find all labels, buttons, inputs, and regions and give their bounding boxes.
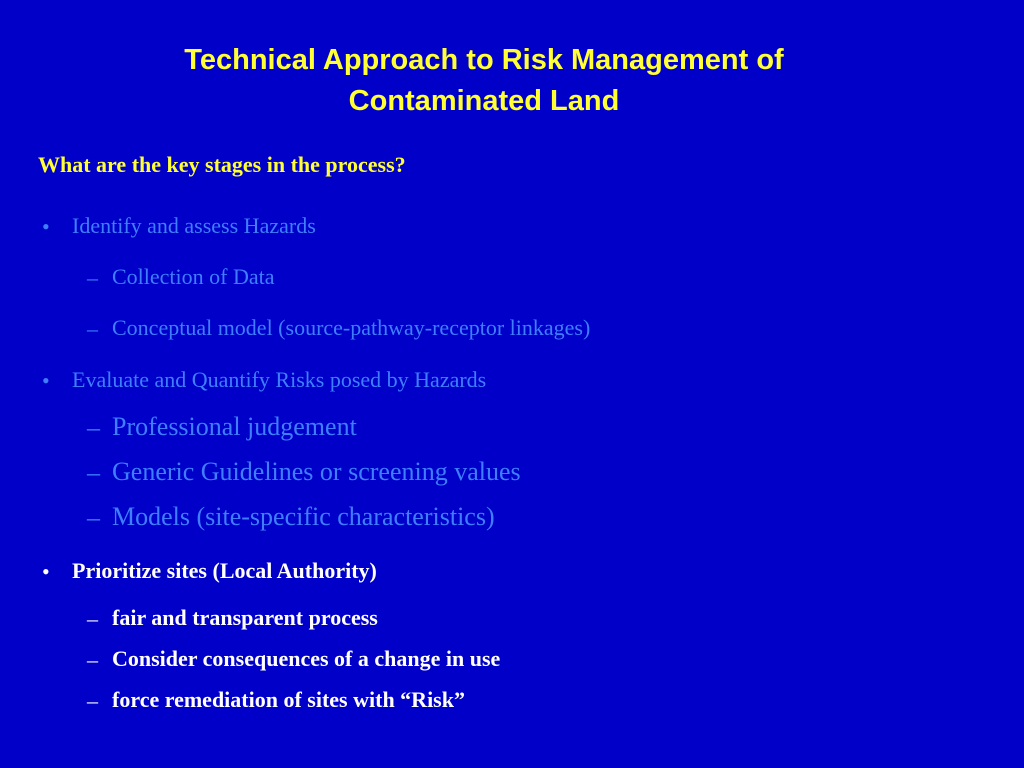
bullet-evaluate-risks: Evaluate and Quantify Risks posed by Hazards	[72, 367, 487, 392]
subitem-professional-judgement: Professional judgement	[112, 412, 357, 441]
bullet-prioritize-sites: Prioritize sites (Local Authority)	[72, 558, 377, 583]
dash-marker: –	[87, 413, 100, 442]
subitem-fair-transparent: fair and transparent process	[112, 605, 378, 630]
dash-marker: –	[87, 688, 98, 713]
dash-marker: –	[87, 606, 98, 631]
bullet-marker: •	[42, 214, 50, 239]
dash-marker: –	[87, 647, 98, 672]
subitem-collection-of-data: Collection of Data	[112, 264, 275, 289]
subitem-conceptual-model: Conceptual model (source-pathway-receptor linkages)	[112, 315, 591, 340]
dash-marker: –	[87, 503, 100, 532]
slide-title	[0, 40, 968, 122]
subitem-consider-consequences: Consider consequences of a change in use	[112, 646, 501, 671]
subitem-force-remediation: force remediation of sites with “Risk”	[112, 687, 465, 712]
subitem-models: Models (site-specific characteristics)	[112, 502, 495, 531]
bullet-marker: •	[42, 368, 50, 393]
dash-marker: –	[87, 458, 100, 487]
dash-marker: –	[87, 265, 98, 290]
slide-title-line-1: Technical Approach to Risk Management of	[184, 44, 784, 76]
subitem-generic-guidelines: Generic Guidelines or screening values	[112, 457, 521, 486]
slide-subtitle: What are the key stages in the process?	[38, 152, 406, 177]
bullet-identify-hazards: Identify and assess Hazards	[72, 213, 316, 238]
bullet-marker: •	[42, 559, 50, 584]
dash-marker: –	[87, 316, 98, 341]
slide-title-line-2: Contaminated Land	[348, 85, 620, 117]
